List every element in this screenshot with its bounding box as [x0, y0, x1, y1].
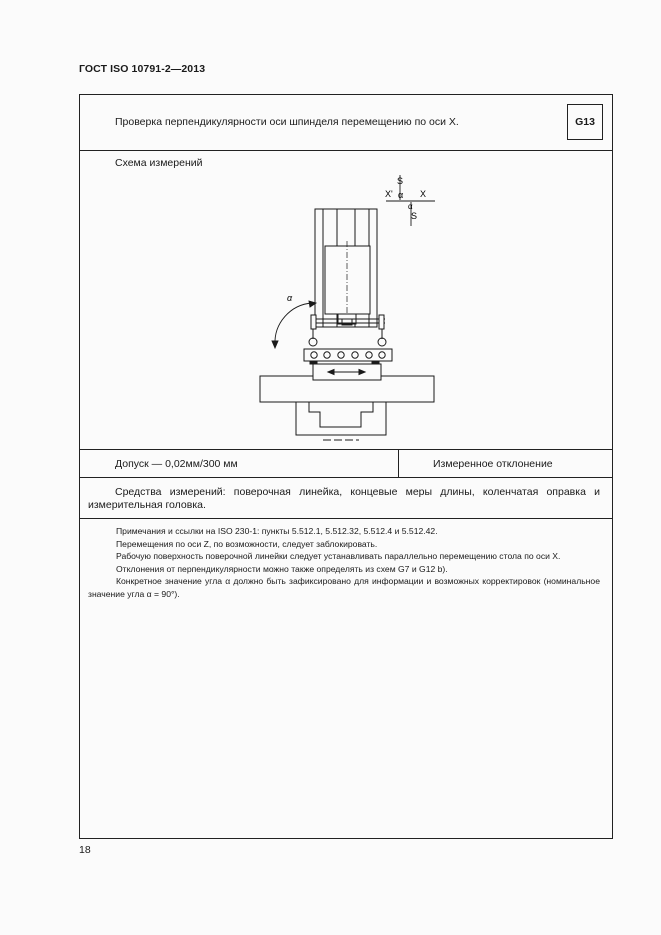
- axis-label-s-bottom: S: [411, 211, 418, 221]
- note-line: Рабочую поверхность поверочной линейки следует устанавливать параллельно перемещению стола по оси X.: [116, 551, 561, 561]
- axis-label-x-left: X': [385, 189, 393, 199]
- measured-deviation-label: Измеренное отклонение: [433, 458, 553, 470]
- axis-label-s-top: S: [397, 176, 404, 186]
- axis-label-alpha-left: α: [398, 190, 404, 200]
- instruments-text: Средства измерений: поверочная линейка, концевые меры длины, коленчатая оправка и измерительная головка.: [88, 486, 600, 511]
- machine-table: [260, 364, 434, 440]
- axis-label-x-right: X: [420, 189, 427, 199]
- notes-block: [88, 525, 600, 600]
- tolerance-row: [80, 450, 612, 478]
- note-line: Конкретное значение угла α должно быть зафиксировано для информации и возможных корректировок (номинальное значение угла α = 90°).: [88, 576, 600, 599]
- measurement-diagram: [80, 151, 612, 449]
- title-row: [80, 95, 612, 151]
- note-line: Примечания и ссылки на ISO 230-1: пункты 5.512.1, 5.512.32, 5.512.4 и 5.512.42.: [116, 526, 438, 536]
- spindle-head: [315, 209, 377, 327]
- scheme-row: [80, 151, 612, 450]
- document-header: ГОСТ ISO 10791-2—2013: [79, 63, 206, 75]
- angle-label: α: [287, 293, 293, 303]
- tolerance-divider: [398, 450, 399, 477]
- scheme-label: Схема измерений: [115, 157, 203, 169]
- note-line: Перемещения по оси Z, по возможности, следует заблокировать.: [116, 538, 378, 549]
- check-code-badge: G13: [567, 104, 603, 140]
- note-line: Отклонения от перпендикулярности можно также определять из схем G7 и G12 b).: [116, 563, 448, 574]
- page-number: 18: [79, 844, 91, 856]
- check-card: [79, 94, 613, 839]
- instruments-row: [80, 478, 612, 519]
- straightedge: [304, 349, 392, 364]
- axis-label-alpha-right: α: [408, 202, 413, 211]
- tolerance-label: Допуск — 0,02мм/300 мм: [115, 458, 238, 470]
- check-title: Проверка перпендикулярности оси шпинделя перемещению по оси X.: [115, 116, 459, 128]
